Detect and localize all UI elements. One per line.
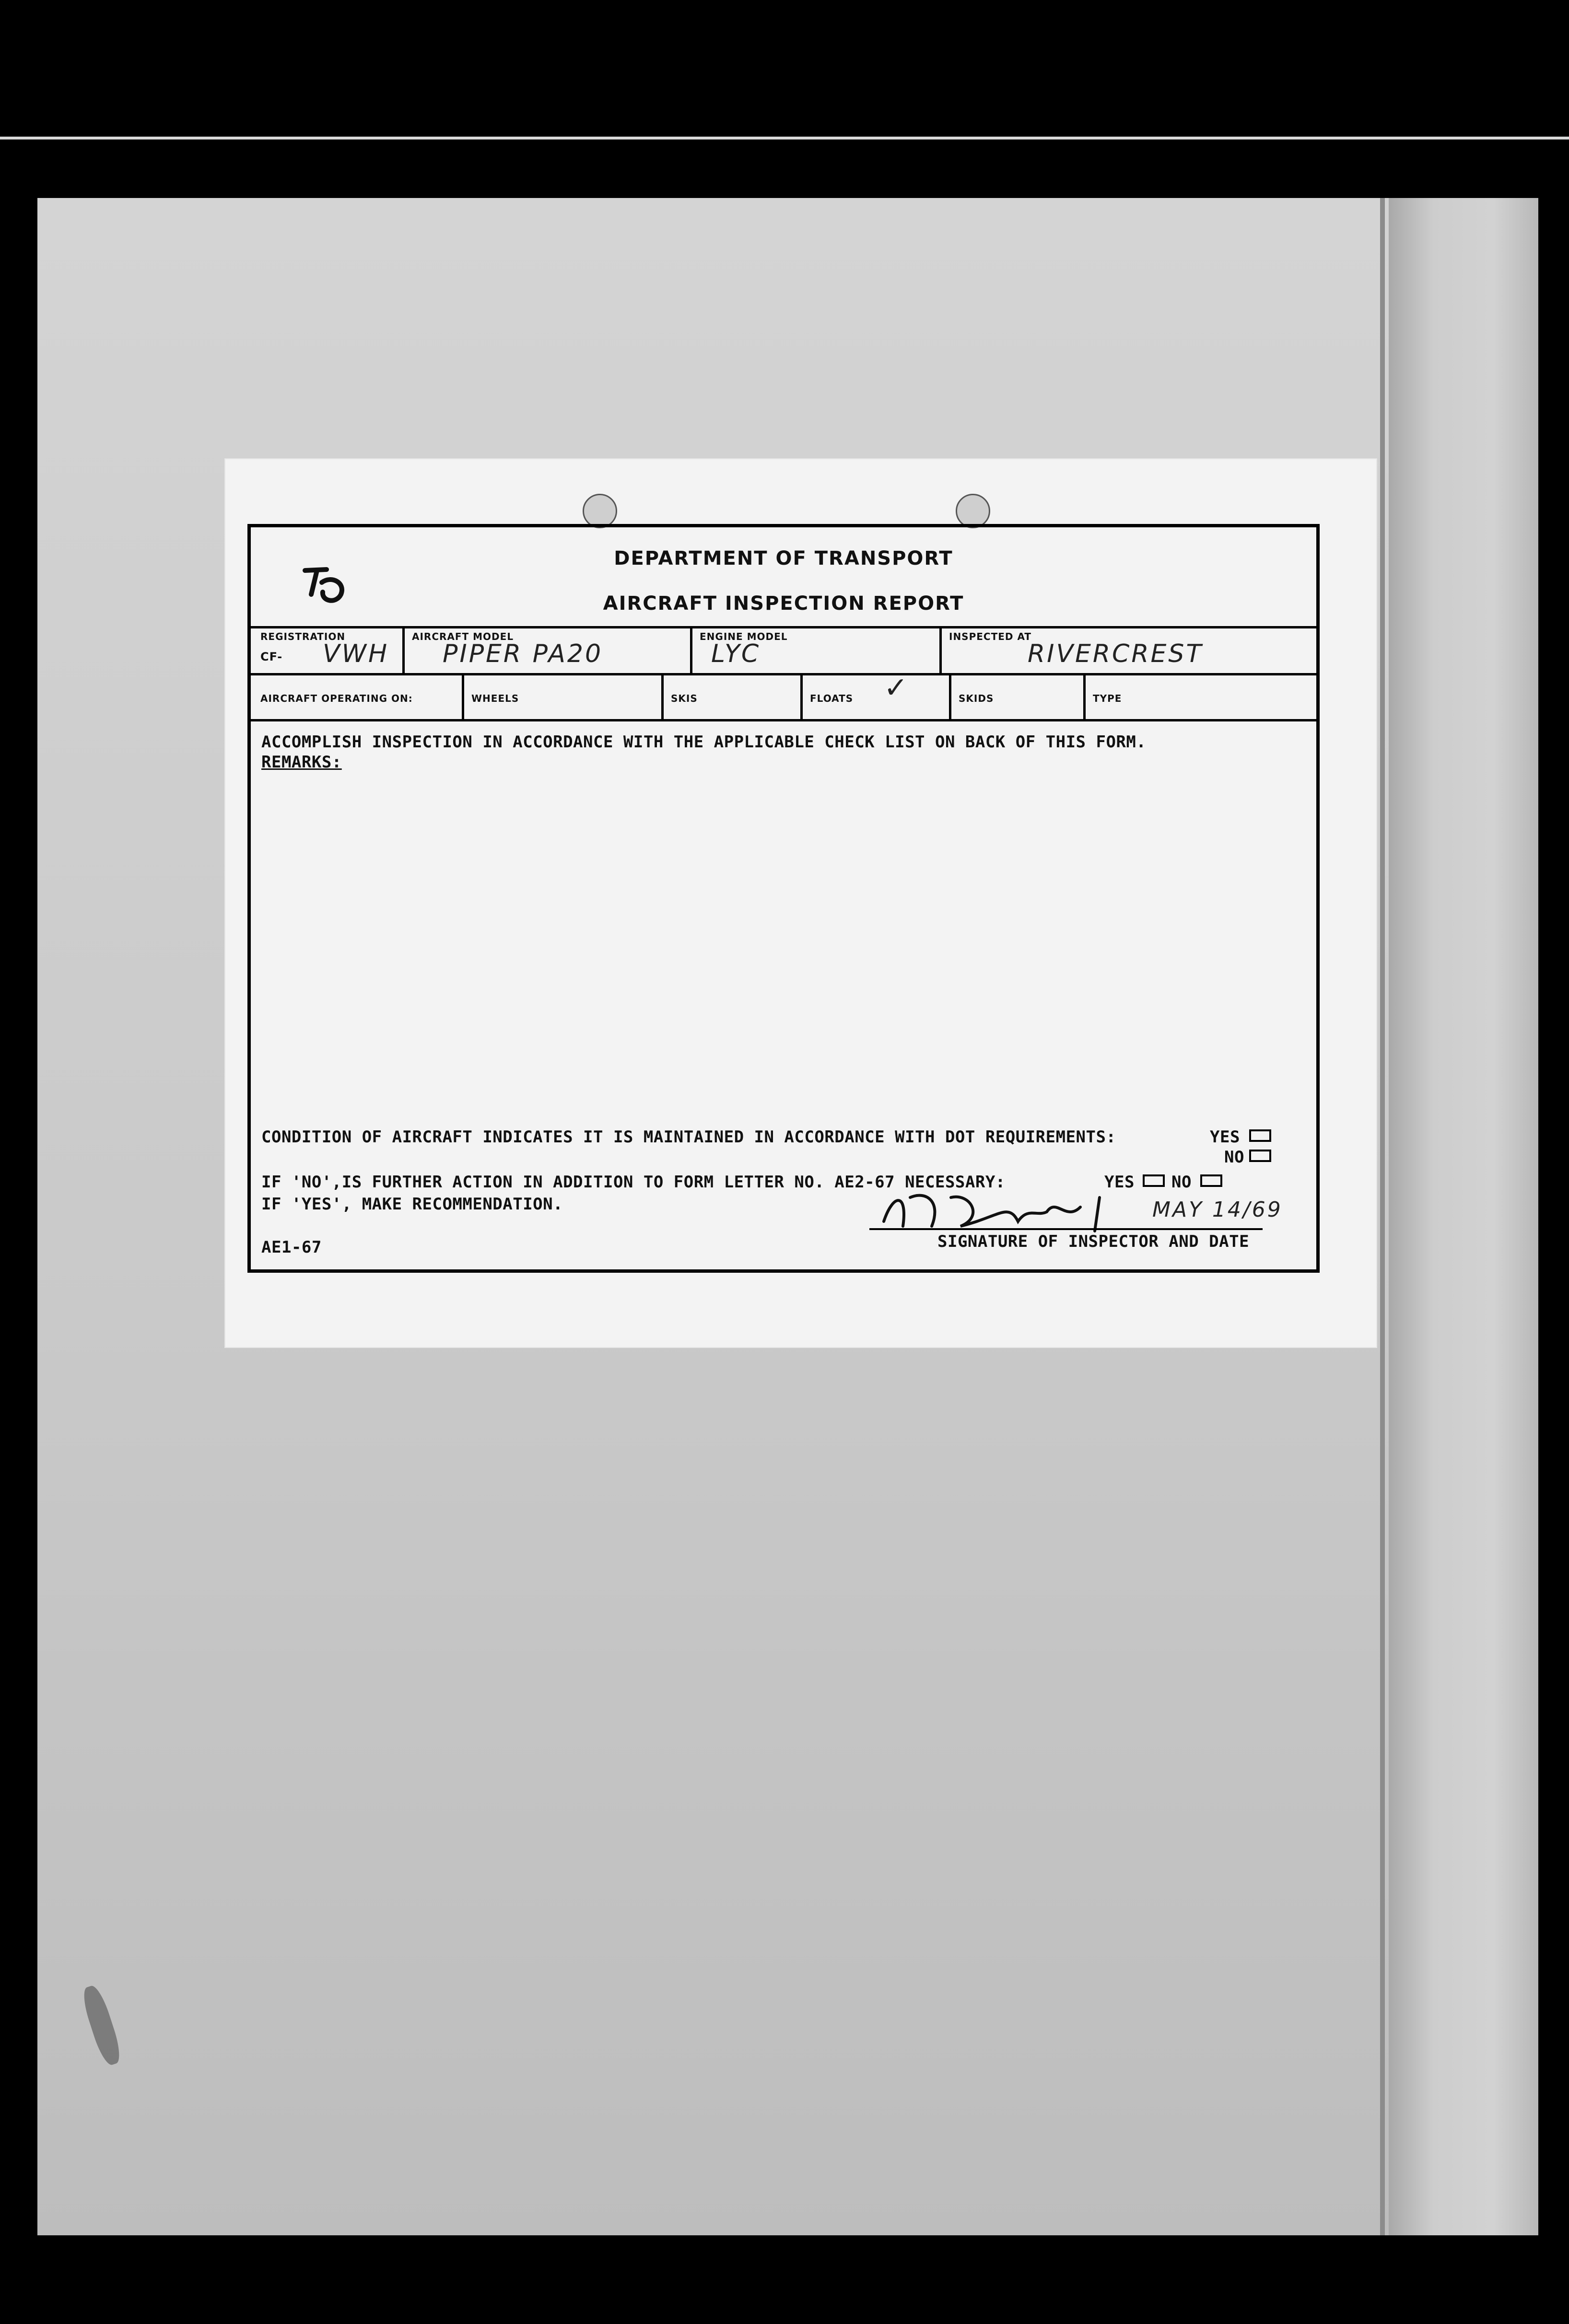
col-divider	[661, 673, 664, 719]
punch-hole-right	[956, 494, 990, 528]
col-divider	[402, 626, 405, 673]
further-action-no-label: NO	[1171, 1173, 1192, 1192]
instructions-text: ACCOMPLISH INSPECTION IN ACCORDANCE WITH THE APPLICABLE CHECK LIST ON BACK OF THIS FORM.	[261, 732, 1147, 752]
folder-side-tab	[1389, 198, 1538, 2235]
floats-checkmark: ✓	[884, 671, 910, 705]
registration-label: REGISTRATION	[260, 631, 346, 642]
form-number: AE1-67	[261, 1238, 322, 1257]
operating-on-label: AIRCRAFT OPERATING ON:	[260, 693, 413, 704]
wheels-label: WHEELS	[471, 693, 519, 704]
signature-line	[869, 1228, 1263, 1230]
col-divider	[939, 626, 942, 673]
department-heading: DEPARTMENT OF TRANSPORT	[614, 547, 953, 569]
condition-no-label: NO	[1224, 1148, 1244, 1167]
col-divider	[949, 673, 951, 719]
film-edge-line	[0, 137, 1569, 139]
further-action-no-checkbox[interactable]	[1200, 1174, 1222, 1187]
skids-label: SKIDS	[959, 693, 994, 704]
col-divider	[690, 626, 692, 673]
condition-no-checkbox[interactable]	[1249, 1150, 1271, 1162]
col-divider	[462, 673, 464, 719]
floats-label: FLOATS	[810, 693, 854, 704]
aircraft-model-value: PIPER PA20	[443, 639, 603, 668]
inspected-at-value: RIVERCREST	[1028, 639, 1204, 668]
report-form-frame	[247, 524, 1320, 1273]
remarks-label: REMARKS:	[261, 753, 342, 772]
row-divider	[251, 626, 1316, 628]
further-action-yes-label: YES	[1104, 1173, 1135, 1192]
inspected-at-label: INSPECTED AT	[949, 631, 1032, 642]
folder-fold-line	[1380, 198, 1385, 2235]
condition-yes-checkbox[interactable]	[1249, 1129, 1271, 1142]
aircraft-model-label: AIRCRAFT MODEL	[412, 631, 514, 642]
row-divider	[251, 673, 1316, 675]
punch-hole-left	[583, 494, 617, 528]
further-action-yes-checkbox[interactable]	[1143, 1174, 1165, 1187]
registration-prefix: CF-	[260, 650, 283, 663]
recommendation-text: IF 'YES', MAKE RECOMMENDATION.	[261, 1195, 563, 1214]
signature-label: SIGNATURE OF INSPECTOR AND DATE	[937, 1232, 1250, 1251]
type-label: TYPE	[1093, 693, 1122, 704]
signature-date: MAY 14/69	[1152, 1197, 1283, 1222]
engine-model-value: LYC	[711, 639, 761, 668]
col-divider	[1083, 673, 1086, 719]
col-divider	[800, 673, 803, 719]
report-title: AIRCRAFT INSPECTION REPORT	[603, 593, 964, 615]
engine-model-label: ENGINE MODEL	[700, 631, 788, 642]
inspection-report-card	[225, 459, 1376, 1347]
condition-text: CONDITION OF AIRCRAFT INDICATES IT IS MAINTAINED IN ACCORDANCE WITH DOT REQUIREMENTS:	[261, 1127, 1116, 1147]
row-divider	[251, 719, 1316, 721]
skis-label: SKIS	[671, 693, 698, 704]
registration-value: VWH	[323, 639, 389, 668]
further-action-text: IF 'NO',IS FURTHER ACTION IN ADDITION TO FORM LETTER NO. AE2-67 NECESSARY:	[261, 1173, 1006, 1192]
condition-yes-label: YES	[1210, 1127, 1240, 1147]
